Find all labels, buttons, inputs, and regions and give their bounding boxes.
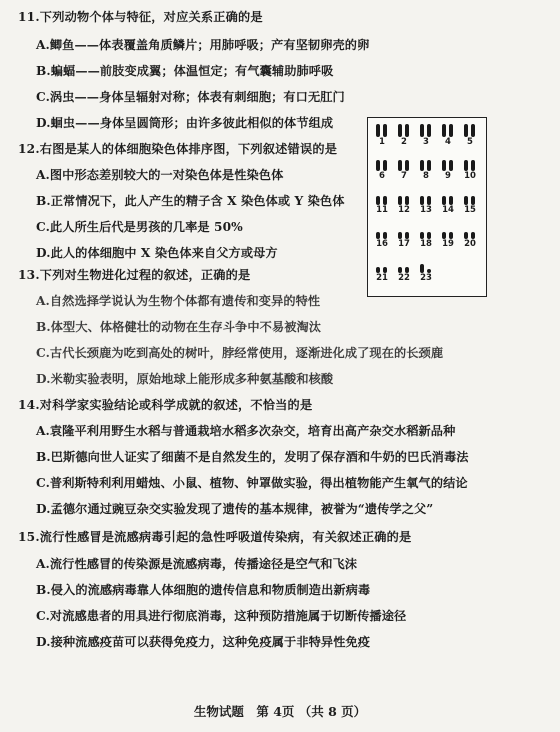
question-15-title: 15.流行性感冒是流感病毒引起的急性呼吸道传染病，有关叙述正确的是 xyxy=(18,530,412,544)
question-13-option-d: D.米勒实验表明，原始地球上能形成多种氨基酸和核酸 xyxy=(36,372,334,386)
chromosome-number: 1 xyxy=(379,137,385,147)
question-14-option-b: B.巴斯德向世人证实了细菌不是自然发生的，发明了保存酒和牛奶的巴氏消毒法 xyxy=(36,450,469,464)
chromosome-number: 13 xyxy=(420,205,432,215)
karyotype-figure xyxy=(367,117,487,297)
chromosome-number: 7 xyxy=(401,171,407,181)
chromosome-number: 10 xyxy=(464,171,476,181)
chromosome-number: 5 xyxy=(467,137,473,147)
chromosome-pair-1 xyxy=(374,124,390,146)
question-13-title: 13.下列对生物进化过程的叙述，正确的是 xyxy=(18,268,251,282)
chromosome-pair-5 xyxy=(462,124,478,146)
chromosome-number: 2 xyxy=(401,137,407,147)
question-15-option-d: D.接种流感疫苗可以获得免疫力，这种免疫属于非特异性免疫 xyxy=(36,635,371,649)
chromosome-pair-2 xyxy=(396,124,412,146)
chromosome-number: 11 xyxy=(376,205,388,215)
chromosome-pair-9 xyxy=(440,158,456,180)
question-13-option-c: C.古代长颈鹿为吃到高处的树叶，脖经常使用，逐渐进化成了现在的长颈鹿 xyxy=(36,346,444,360)
question-12-option-d: D.此人的体细胞中 X 染色体来自父方或母方 xyxy=(36,246,278,260)
chromosome-pair-22 xyxy=(396,260,412,282)
chromosome-pair-10 xyxy=(462,158,478,180)
chromosome-pair-4 xyxy=(440,124,456,146)
chromosome-pair-11 xyxy=(374,192,390,214)
page-footer: 生物试题 第 4页 （共 8 页） xyxy=(193,704,367,719)
chromosome-number: 12 xyxy=(398,205,410,215)
chromosome-pair-7 xyxy=(396,158,412,180)
chromosome-pair-14 xyxy=(440,192,456,214)
question-11-option-b: B.蝙蝠——前肢变成翼；体温恒定；有气囊辅助肺呼吸 xyxy=(36,64,334,78)
chromosome-pair-3 xyxy=(418,124,434,146)
question-15-option-a: A.流行性感冒的传染源是流感病毒，传播途径是空气和飞沫 xyxy=(36,557,358,571)
chromosome-number: 14 xyxy=(442,205,454,215)
chromosome-number: 22 xyxy=(398,273,410,283)
chromosome-number: 4 xyxy=(445,137,451,147)
chromosome-number: 21 xyxy=(376,273,388,283)
question-14-option-c: C.普利斯特利利用蜡烛、小鼠、植物、钟罩做实验，得出植物能产生氧气的结论 xyxy=(36,476,468,490)
question-14-option-a: A.袁隆平利用野生水稻与普通栽培水稻多次杂交，培育出高产杂交水稻新品种 xyxy=(36,424,456,438)
question-12-title: 12.右图是某人的体细胞染色体排序图，下列叙述错误的是 xyxy=(18,142,338,156)
question-11-option-d: D.蛔虫——身体呈圆筒形；由许多彼此相似的体节组成 xyxy=(36,116,334,130)
chromosome-pair-8 xyxy=(418,158,434,180)
question-13-option-a: A.自然选择学说认为生物个体都有遗传和变异的特性 xyxy=(36,294,321,308)
chromosome-number: 18 xyxy=(420,239,432,249)
chromosome-pair-17 xyxy=(396,226,412,248)
question-11-option-c: C.涡虫——身体呈辐射对称；体表有刺细胞；有口无肛门 xyxy=(36,90,345,104)
question-14-option-d: D.孟德尔通过豌豆杂交实验发现了遗传的基本规律，被誉为“遗传学之父” xyxy=(36,502,434,516)
chromosome-number: 8 xyxy=(423,171,429,181)
chromosome-number: 20 xyxy=(464,239,476,249)
chromosome-pair-20 xyxy=(462,226,478,248)
chromosome-number: 16 xyxy=(376,239,388,249)
chromosome-number: 3 xyxy=(423,137,429,147)
chromosome-pair-15 xyxy=(462,192,478,214)
chromosome-number: 9 xyxy=(445,171,451,181)
chromosome-pair-12 xyxy=(396,192,412,214)
chromosome-pair-18 xyxy=(418,226,434,248)
question-11-option-a: A.鲫鱼——体表覆盖角质鳞片；用肺呼吸；产有坚韧卵壳的卵 xyxy=(36,38,370,52)
chromosome-pair-16 xyxy=(374,226,390,248)
chromosome-number: 17 xyxy=(398,239,410,249)
chromosome-pair-19 xyxy=(440,226,456,248)
question-14-title: 14.对科学家实验结论或科学成就的叙述，不恰当的是 xyxy=(18,398,313,412)
question-12-option-a: A.图中形态差别较大的一对染色体是性染色体 xyxy=(36,168,284,182)
chromosome-number: 23 xyxy=(420,273,432,283)
question-13-option-b: B.体型大、体格健壮的动物在生存斗争中不易被淘汰 xyxy=(36,320,322,334)
question-15-option-b: B.侵入的流感病毒靠人体细胞的遗传信息和物质制造出新病毒 xyxy=(36,583,371,597)
question-15-option-c: C.对流感患者的用具进行彻底消毒，这种预防措施属于切断传播途径 xyxy=(36,609,407,623)
chromosome-number: 15 xyxy=(464,205,476,215)
chromosome-number: 19 xyxy=(442,239,454,249)
chromosome-pair-23 xyxy=(418,260,434,282)
question-11-title: 11.下列动物个体与特征，对应关系正确的是 xyxy=(18,10,263,24)
chromosome-pair-21 xyxy=(374,260,390,282)
chromosome-pair-13 xyxy=(418,192,434,214)
question-12-option-c: C.此人所生后代是男孩的几率是 50% xyxy=(36,220,243,234)
chromosome-number: 6 xyxy=(379,171,385,181)
question-12-option-b: B.正常情况下，此人产生的精子含 X 染色体或 Y 染色体 xyxy=(36,194,345,208)
chromosome-pair-6 xyxy=(374,158,390,180)
